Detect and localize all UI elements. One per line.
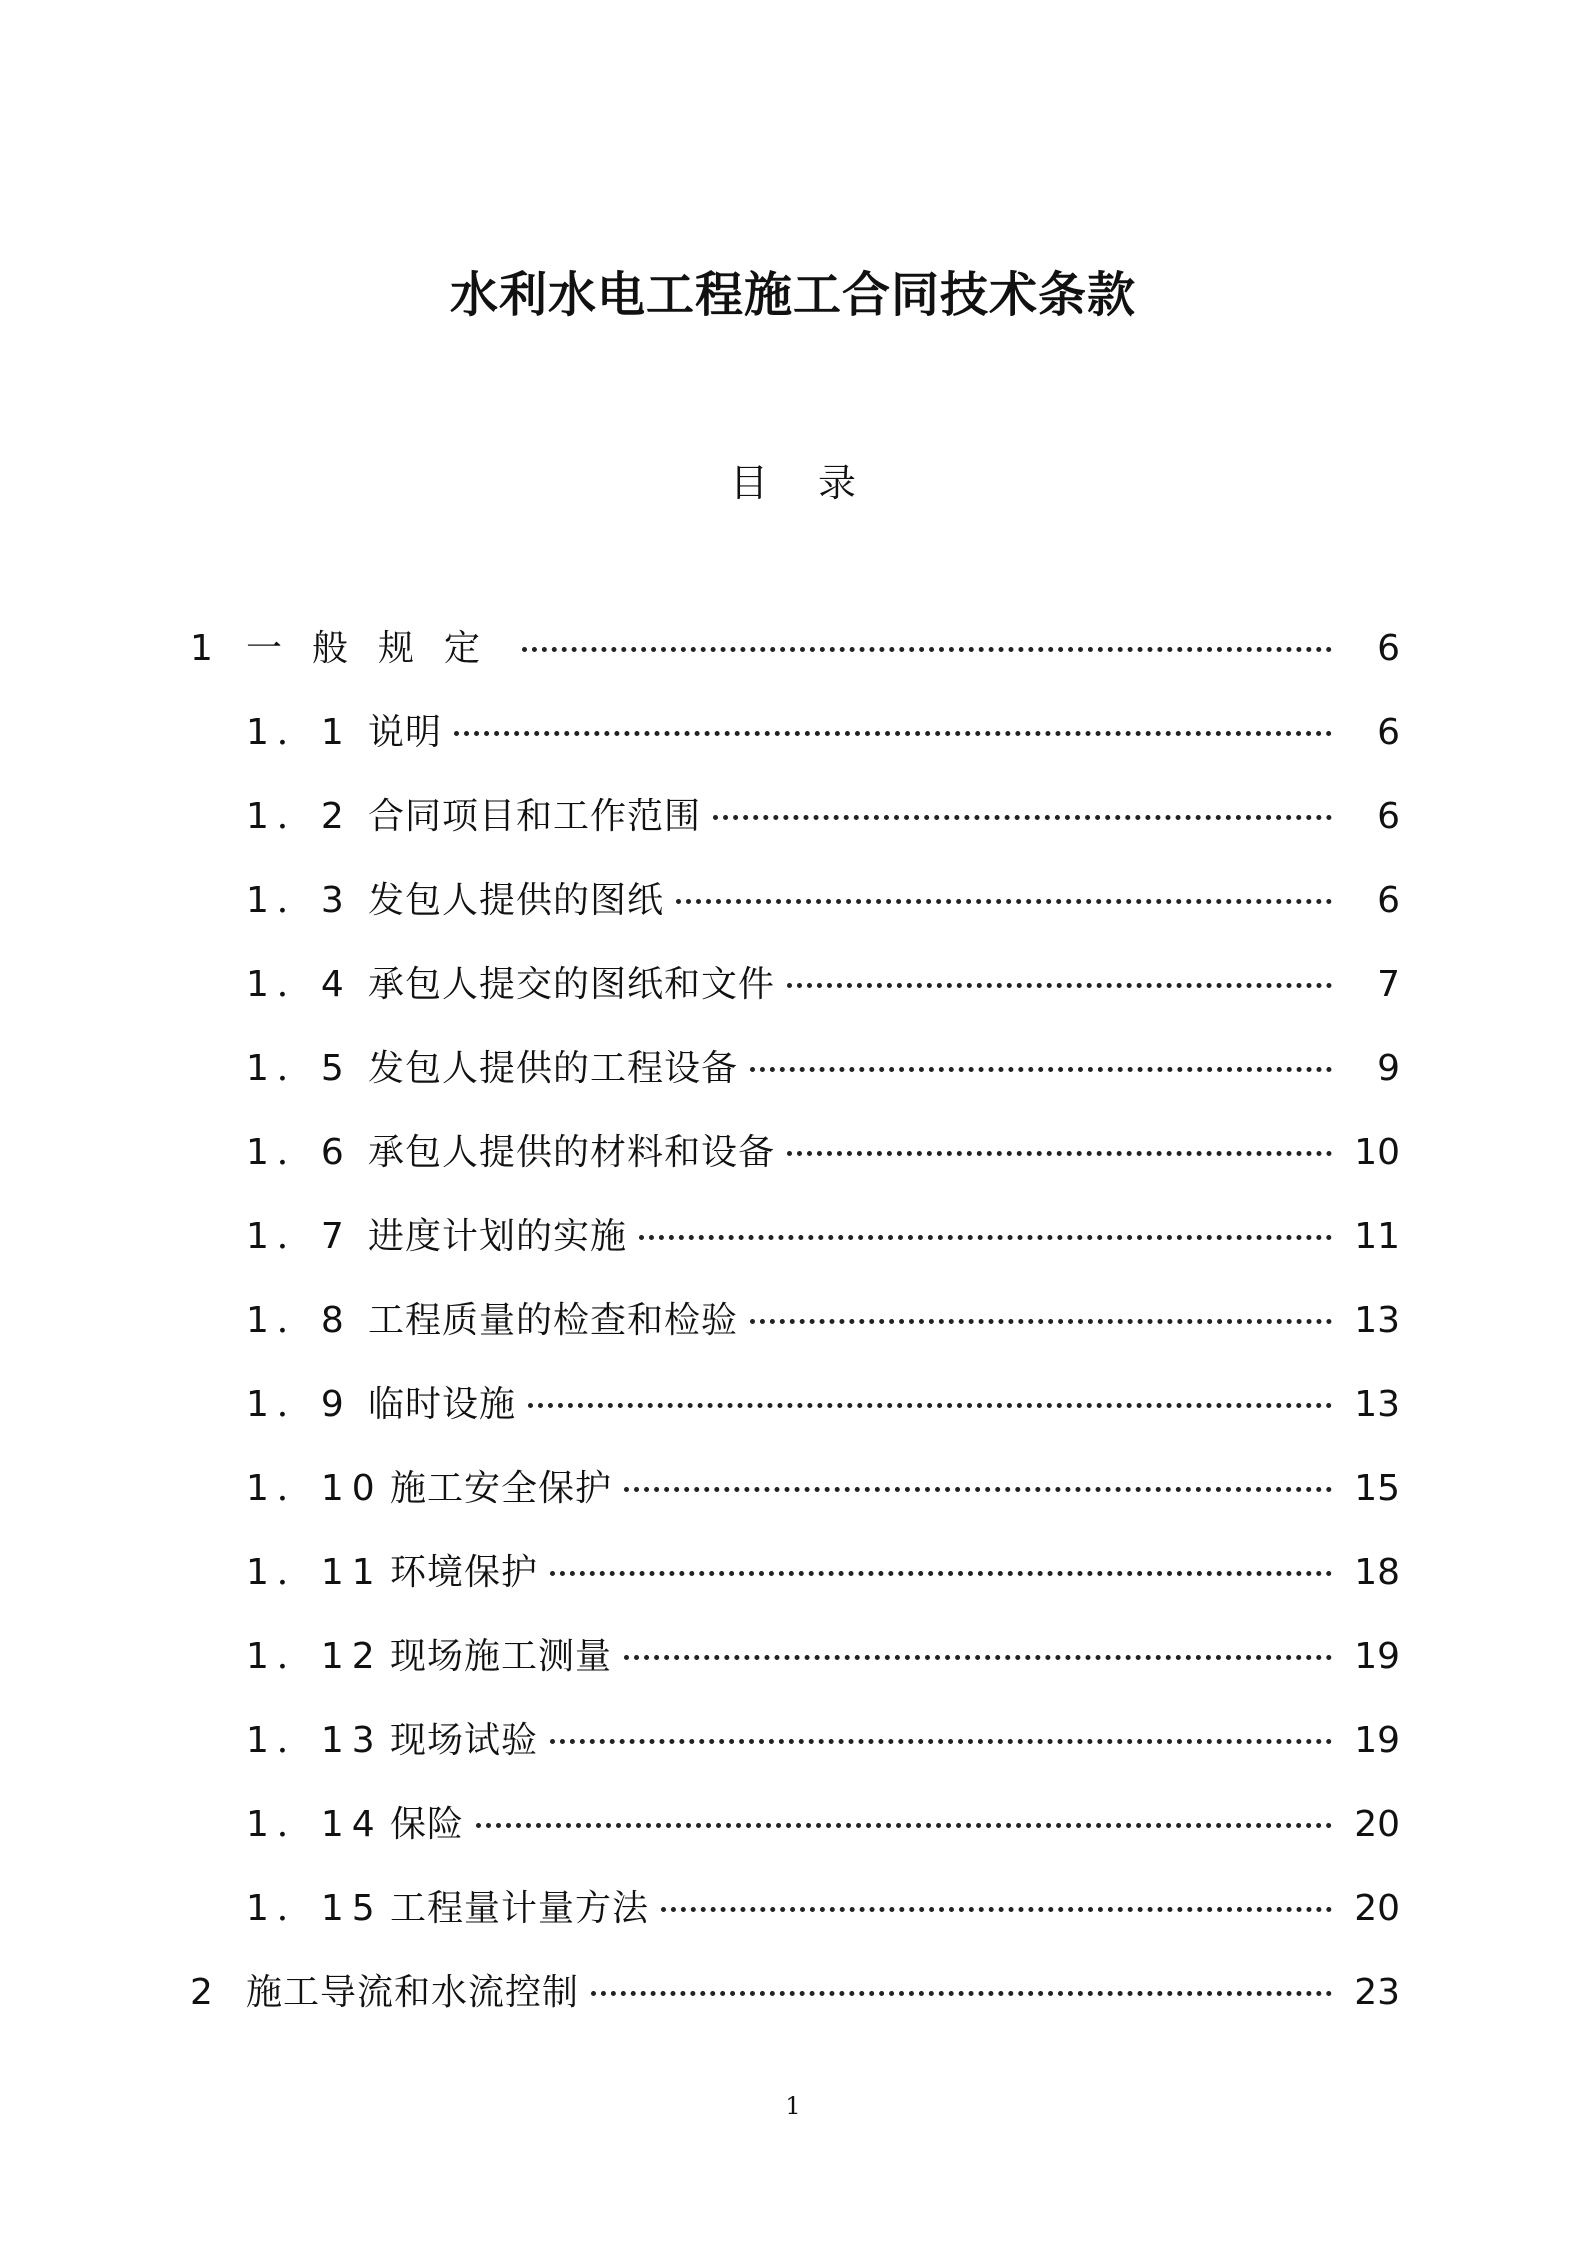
- toc-entry-number: 1．3: [246, 880, 352, 921]
- toc-entry-number: 1．11: [246, 1552, 383, 1593]
- toc-entry-number: 1．13: [246, 1720, 383, 1761]
- toc-entry-number: 1．12: [246, 1636, 383, 1677]
- toc-entry-1-2[interactable]: [190, 788, 1400, 872]
- toc-entry-title: 进度计划的实施: [368, 1216, 628, 1257]
- toc-entry-title: 合同项目和工作范围: [368, 796, 702, 837]
- toc-entry-title: 一般规定: [246, 628, 511, 669]
- toc-entry-number: 1．7: [246, 1216, 352, 1257]
- toc-entry-title: 发包人提供的工程设备: [368, 1048, 739, 1089]
- toc-entry-number: 1．4: [246, 964, 352, 1005]
- table-of-contents: [190, 620, 1400, 2048]
- toc-entry-1-8[interactable]: [190, 1292, 1400, 1376]
- toc-entry-number: 2: [190, 1972, 221, 2013]
- toc-entry-number: 1．10: [246, 1468, 383, 1509]
- page-number: 1: [785, 2092, 801, 2120]
- toc-entry-1-1[interactable]: [190, 704, 1400, 788]
- toc-entry-title: 现场施工测量: [390, 1636, 613, 1677]
- dot-leader: [454, 731, 1332, 736]
- toc-entry-number: 1．5: [246, 1048, 352, 1089]
- toc-entry-title: 环境保护: [390, 1552, 539, 1593]
- dot-leader: [787, 983, 1332, 988]
- toc-entry-title: 临时设施: [368, 1384, 517, 1425]
- toc-entry-number: 1．6: [246, 1132, 352, 1173]
- toc-entry-title: 现场试验: [390, 1720, 539, 1761]
- toc-entry-page: 20: [1354, 1888, 1400, 1929]
- toc-entry-1-3[interactable]: [190, 872, 1400, 956]
- dot-leader: [522, 647, 1332, 652]
- toc-entry-page: 11: [1354, 1216, 1400, 1257]
- toc-heading: 目录: [729, 461, 906, 505]
- dot-leader: [676, 899, 1332, 904]
- dot-leader: [550, 1571, 1332, 1576]
- toc-entry-1-4[interactable]: [190, 956, 1400, 1040]
- dot-leader: [550, 1739, 1332, 1744]
- dot-leader: [528, 1403, 1332, 1408]
- dot-leader: [787, 1151, 1332, 1156]
- toc-entry-title: 说明: [368, 712, 443, 753]
- toc-entry-page: 6: [1377, 712, 1400, 753]
- toc-entry-1-15[interactable]: [190, 1880, 1400, 1964]
- toc-entry-title: 承包人提交的图纸和文件: [368, 964, 776, 1005]
- toc-entry-1-11[interactable]: [190, 1544, 1400, 1628]
- toc-entry-page: 18: [1354, 1552, 1400, 1593]
- toc-entry-page: 20: [1354, 1804, 1400, 1845]
- toc-entry-page: 19: [1354, 1636, 1400, 1677]
- toc-entry-1-13[interactable]: [190, 1712, 1400, 1796]
- toc-entry-1-5[interactable]: [190, 1040, 1400, 1124]
- toc-entry-number: 1．1: [246, 712, 352, 753]
- toc-entry-1-9[interactable]: [190, 1376, 1400, 1460]
- toc-entry-2[interactable]: [190, 1964, 1400, 2048]
- toc-entry-number: 1．2: [246, 796, 352, 837]
- toc-entry-1-14[interactable]: [190, 1796, 1400, 1880]
- dot-leader: [624, 1655, 1332, 1660]
- toc-entry-page: 19: [1354, 1720, 1400, 1761]
- dot-leader: [591, 1991, 1332, 1996]
- toc-entry-title: 工程量计量方法: [390, 1888, 650, 1929]
- toc-entry-number: 1．14: [246, 1804, 383, 1845]
- toc-entry-1[interactable]: [190, 620, 1400, 704]
- dot-leader: [750, 1319, 1332, 1324]
- toc-entry-title: 保险: [390, 1804, 465, 1845]
- dot-leader: [750, 1067, 1332, 1072]
- toc-entry-number: 1．8: [246, 1300, 352, 1341]
- toc-entry-number: 1．9: [246, 1384, 352, 1425]
- toc-entry-title: 施工安全保护: [390, 1468, 613, 1509]
- toc-entry-1-12[interactable]: [190, 1628, 1400, 1712]
- dot-leader: [639, 1235, 1332, 1240]
- toc-entry-page: 7: [1377, 964, 1400, 1005]
- toc-entry-number: 1．15: [246, 1888, 383, 1929]
- toc-entry-page: 15: [1354, 1468, 1400, 1509]
- toc-entry-page: 13: [1354, 1384, 1400, 1425]
- dot-leader: [661, 1907, 1332, 1912]
- toc-entry-page: 6: [1377, 796, 1400, 837]
- dot-leader: [476, 1823, 1332, 1828]
- toc-entry-number: 1: [190, 628, 221, 669]
- toc-entry-title: 承包人提供的材料和设备: [368, 1132, 776, 1173]
- toc-entry-title: 发包人提供的图纸: [368, 880, 665, 921]
- toc-entry-title: 施工导流和水流控制: [246, 1972, 580, 2013]
- toc-entry-page: 10: [1354, 1132, 1400, 1173]
- toc-entry-1-6[interactable]: [190, 1124, 1400, 1208]
- dot-leader: [713, 815, 1332, 820]
- toc-entry-1-7[interactable]: [190, 1208, 1400, 1292]
- document-title: 水利水电工程施工合同技术条款: [449, 267, 1136, 323]
- toc-entry-page: 6: [1377, 628, 1400, 669]
- toc-entry-page: 13: [1354, 1300, 1400, 1341]
- toc-entry-title: 工程质量的检查和检验: [368, 1300, 739, 1341]
- toc-entry-page: 9: [1377, 1048, 1400, 1089]
- toc-entry-page: 6: [1377, 880, 1400, 921]
- dot-leader: [624, 1487, 1332, 1492]
- toc-entry-1-10[interactable]: [190, 1460, 1400, 1544]
- toc-entry-page: 23: [1354, 1972, 1400, 2013]
